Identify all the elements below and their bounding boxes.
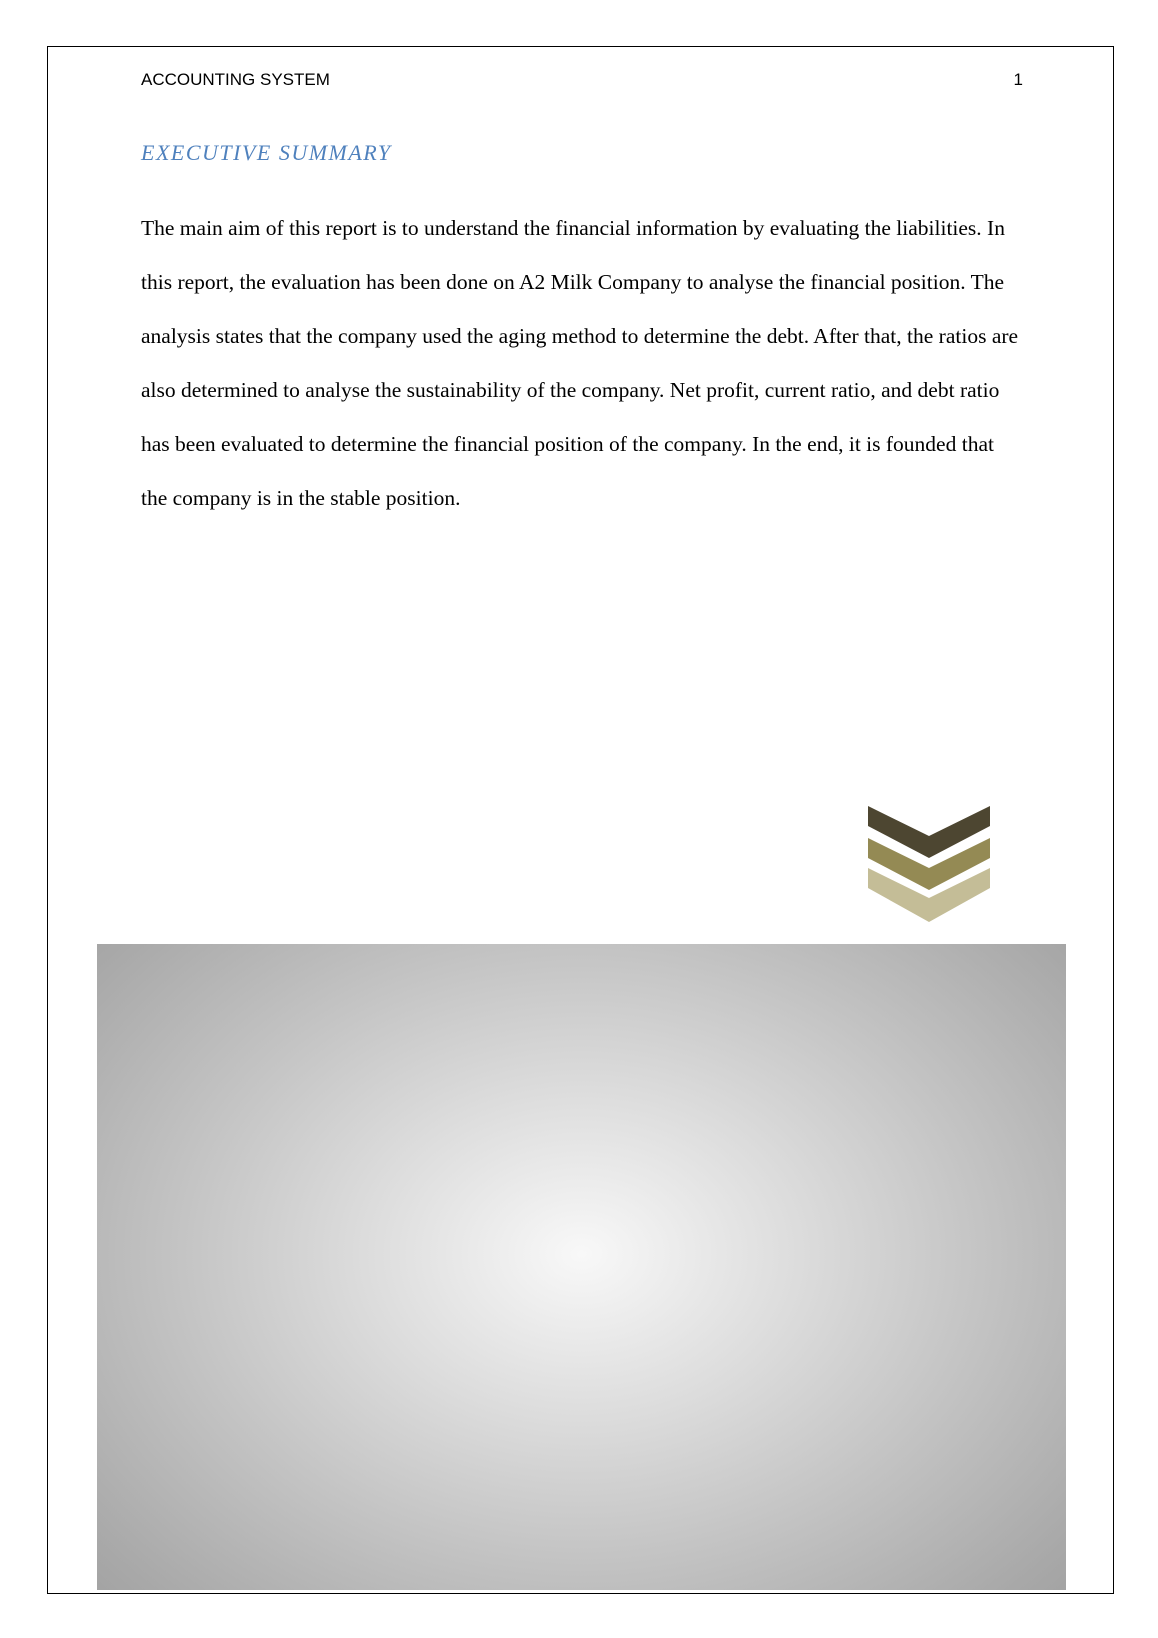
page-header (141, 70, 1023, 96)
gradient-panel (97, 944, 1066, 1590)
page-number: 1 (1013, 70, 1023, 89)
triple-chevron-down-icon (868, 806, 990, 922)
section-heading: EXECUTIVE SUMMARY (141, 140, 392, 165)
summary-paragraph: The main aim of this report is to understand the financial information by evaluating the liabilities. In this report, the evaluation has been done on A2 Milk Company to analyse the financial position. The analysis states that the company used the aging method to determine the debt. After that, the ratios are also determined to analyse the sustainability of the company. Net profit, current ratio, and debt ratio has been evaluated to determine the financial position of the company. In the end, it is founded that the company is in the stable position. (141, 216, 1019, 510)
running-head: ACCOUNTING SYSTEM (141, 70, 330, 89)
